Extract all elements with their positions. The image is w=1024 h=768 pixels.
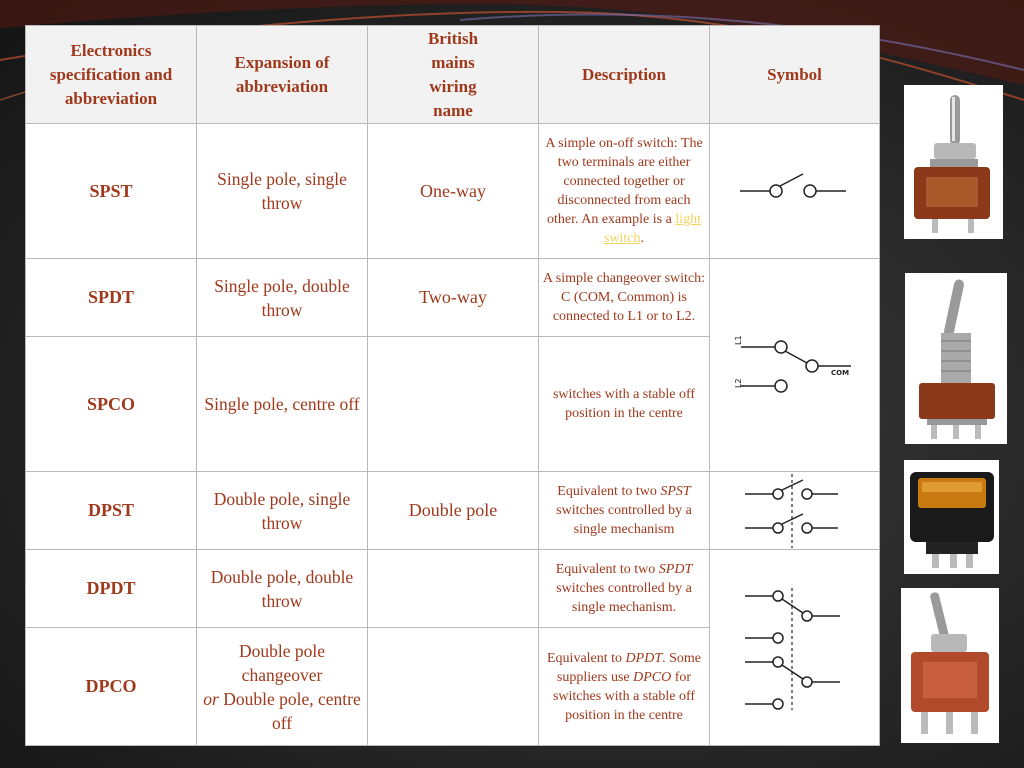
description-cell: A simple on-off switch: The two terminals are either connected together or disconnected from each other. An example is a light switch. <box>539 124 710 259</box>
table-row <box>26 472 880 550</box>
header-description: Description <box>539 26 710 124</box>
header-british: British mains wiring name <box>368 26 539 124</box>
description-cell: switches with a stable off position in the centre <box>539 337 710 472</box>
dpst-symbol-cell <box>710 472 880 550</box>
expansion-cell: Single pole, double throw <box>197 259 368 337</box>
com-label: COM <box>830 369 849 377</box>
abbr-cell: SPST <box>26 124 197 259</box>
dpdt-symbol-cell <box>710 550 880 746</box>
header-abbr: Electronics specification and abbreviation <box>26 26 197 124</box>
rocker-switch-photo <box>904 460 999 574</box>
spdt-symbol-cell <box>710 259 880 472</box>
expansion-cell: Double pole changeover or Double pole, centre off <box>197 628 368 746</box>
abbr-cell: SPDT <box>26 259 197 337</box>
header-expansion: Expansion of abbreviation <box>197 26 368 124</box>
dpdt-symbol-icon <box>745 586 845 710</box>
abbr-cell: DPST <box>26 472 197 550</box>
spst-symbol-cell <box>710 124 880 259</box>
spdt-symbol-icon <box>735 330 855 400</box>
header-symbol: Symbol <box>710 26 880 124</box>
british-name-cell: Double pole <box>368 472 539 550</box>
table-row <box>26 259 880 337</box>
l2-label: L2 <box>733 378 743 388</box>
table-row <box>26 550 880 628</box>
toggle-switch-spdt-photo <box>905 273 1007 444</box>
expansion-cell: Single pole, single throw <box>197 124 368 259</box>
rocker-switch-icon <box>904 460 999 574</box>
expansion-cell: Single pole, centre off <box>197 337 368 472</box>
abbr-cell: SPCO <box>26 337 197 472</box>
header-row <box>26 26 880 124</box>
abbr-cell: DPCO <box>26 628 197 746</box>
spst-symbol-icon <box>740 171 850 211</box>
british-name-cell <box>368 628 539 746</box>
toggle-switch-icon <box>901 588 999 743</box>
british-name-cell <box>368 550 539 628</box>
l1-label: L1 <box>733 335 743 345</box>
toggle-switch-icon <box>905 273 1007 444</box>
expansion-cell: Double pole, single throw <box>197 472 368 550</box>
table-row <box>26 124 880 259</box>
description-cell: Equivalent to DPDT. Some suppliers use DPCO for switches with a stable off position in the centre <box>539 628 710 746</box>
light-switch-link[interactable]: light switch <box>603 212 701 246</box>
british-name-cell: Two-way <box>368 259 539 337</box>
toggle-switch-icon <box>904 85 1003 239</box>
switch-types-table <box>25 25 880 746</box>
british-name-cell: One-way <box>368 124 539 259</box>
dpst-symbol-icon <box>745 474 845 548</box>
description-cell: A simple changeover switch: C (COM, Common) is connected to L1 or to L2. <box>539 259 710 337</box>
expansion-cell: Double pole, double throw <box>197 550 368 628</box>
toggle-switch-dpdt-photo <box>901 588 999 743</box>
description-cell: Equivalent to two SPDT switches controlled by a single mechanism. <box>539 550 710 628</box>
british-name-cell <box>368 337 539 472</box>
abbr-cell: DPDT <box>26 550 197 628</box>
toggle-switch-spst-photo <box>904 85 1003 239</box>
description-cell: Equivalent to two SPST switches controlled by a single mechanism <box>539 472 710 550</box>
